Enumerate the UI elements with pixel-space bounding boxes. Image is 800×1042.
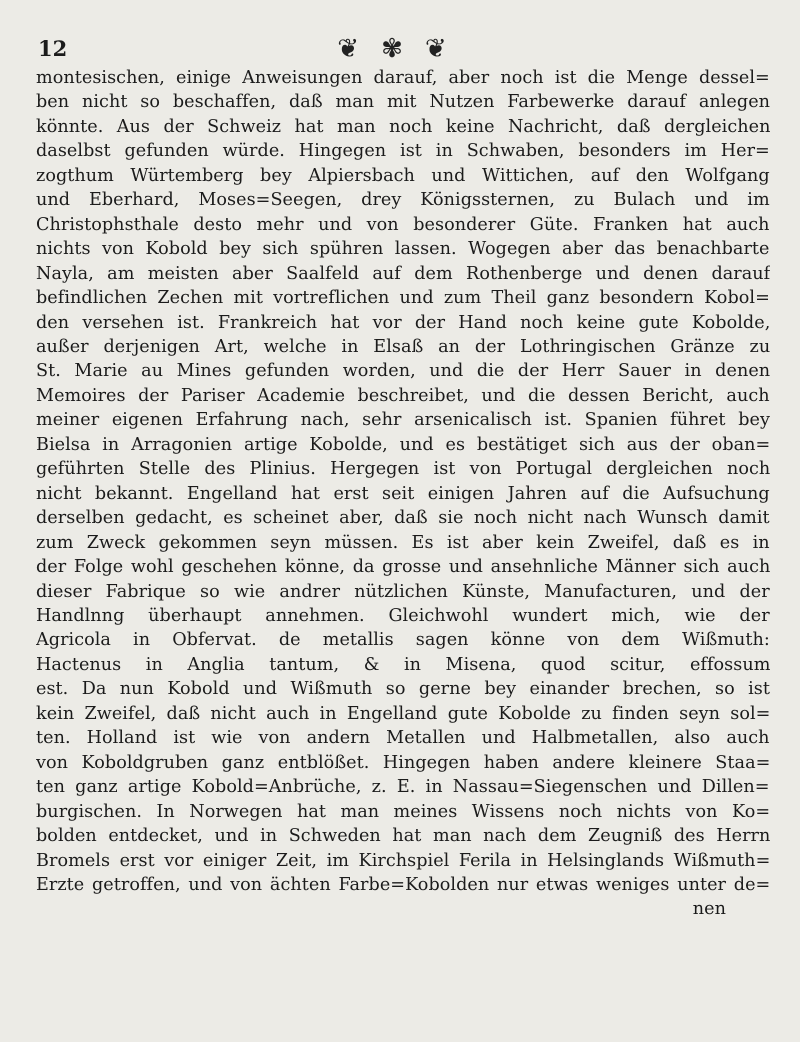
- text-line: St. Marie au Mines gefunden worden, und die der Herr Sauer in denen: [36, 361, 770, 382]
- text-line: Hactenus in Anglia tantum, & in Misena, quod scitur, effossum: [36, 654, 770, 675]
- text-line: ben nicht so beschaffen, daß man mit Nutzen Farbewerke darauf anlegen: [36, 92, 770, 113]
- text-line: nicht bekannt. Engelland hat erst seit einigen Jahren auf die Aufsuchung: [36, 483, 770, 504]
- text-line: burgischen. In Norwegen hat man meines Wissens noch nichts von Ko=: [36, 801, 770, 822]
- text-line: kein Zweifel, daß nicht auch in Engelland gute Kobolde zu finden seyn sol=: [36, 703, 770, 724]
- body-text: [36, 66, 770, 922]
- text-line: von Koboldgruben ganz entblößet. Hingegen haben andere kleinere Staa=: [36, 752, 770, 773]
- text-line: ten ganz artige Kobold=Anbrüche, z. E. in Nassau=Siegenschen und Dillen=: [36, 777, 770, 798]
- text-line: Handlnng überhaupt annehmen. Gleichwohl wundert mich, wie der: [36, 605, 770, 626]
- text-line: Christophsthale desto mehr und von besonderer Güte. Franken hat auch: [36, 214, 770, 235]
- text-line: befindlichen Zechen mit vortreflichen und zum Theil ganz besondern Kobol=: [36, 288, 770, 309]
- text-line: est. Da nun Kobold und Wißmuth so gerne bey einander brechen, so ist: [36, 679, 770, 700]
- text-line: derselben gedacht, es scheinet aber, daß sie noch nicht nach Wunsch damit: [36, 508, 770, 529]
- page-number: 12: [38, 36, 68, 61]
- text-line: zum Zweck gekommen seyn müssen. Es ist aber kein Zweifel, daß es in: [36, 532, 770, 553]
- ornament-center-icon: ✾: [381, 34, 425, 64]
- text-line: Nayla, am meisten aber Saalfeld auf dem Rothenberge und denen darauf: [36, 263, 770, 284]
- text-line: nichts von Kobold bey sich spühren lassen. Wogegen aber das benachbarte: [36, 239, 770, 260]
- text-line: daselbst gefunden würde. Hingegen ist in Schwaben, besonders im Her=: [36, 141, 770, 162]
- header-ornaments: [36, 34, 770, 64]
- text-line: zogthum Würtemberg bey Alpiersbach und Wittichen, auf den Wolfgang: [36, 165, 770, 186]
- text-line: dieser Fabrique so wie andrer nützlichen Künste, Manufacturen, und der: [36, 581, 770, 602]
- text-line: den versehen ist. Frankreich hat vor der Hand noch keine gute Kobolde,: [36, 312, 770, 333]
- text-line: Bromels erst vor einiger Zeit, im Kirchspiel Ferila in Helsinglands Wißmuth=: [36, 850, 770, 871]
- text-line: der Folge wohl geschehen könne, da grosse und ansehnliche Männer sich auch: [36, 557, 770, 578]
- text-line: außer derjenigen Art, welche in Elsaß an der Lothringischen Gränze zu: [36, 336, 770, 357]
- text-line: nen: [692, 899, 726, 920]
- text-line: ten. Holland ist wie von andern Metallen und Halbmetallen, also auch: [36, 728, 770, 749]
- ornament-left-icon: ❦: [337, 34, 382, 64]
- ornament-right-icon: ❦: [424, 34, 469, 64]
- text-line: Bielsa in Arragonien artige Kobolde, und es bestätiget sich aus der oban=: [36, 434, 770, 455]
- text-line: geführten Stelle des Plinius. Hergegen ist von Portugal dergleichen noch: [36, 459, 770, 480]
- text-line: Erzte getroffen, und von ächten Farbe=Kobolden nur etwas weniges unter de=: [36, 874, 770, 895]
- text-line: Agricola in Obfervat. de metallis sagen könne von dem Wißmuth:: [36, 630, 770, 651]
- text-line: Memoires der Pariser Academie beschreibet, und die dessen Bericht, auch: [36, 385, 770, 406]
- text-line: und Eberhard, Moses=Seegen, drey Königssternen, zu Bulach und im: [36, 190, 770, 211]
- text-line: könnte. Aus der Schweiz hat man noch keine Nachricht, daß dergleichen: [36, 116, 770, 137]
- text-line: montesischen, einige Anweisungen darauf, aber noch ist die Menge dessel=: [36, 68, 770, 88]
- text-line: bolden entdecket, und in Schweden hat man nach dem Zeugniß des Herrn: [36, 826, 770, 847]
- page-header: [36, 22, 770, 66]
- text-line: meiner eigenen Erfahrung nach, sehr arsenicalisch ist. Spanien führet bey: [36, 410, 770, 431]
